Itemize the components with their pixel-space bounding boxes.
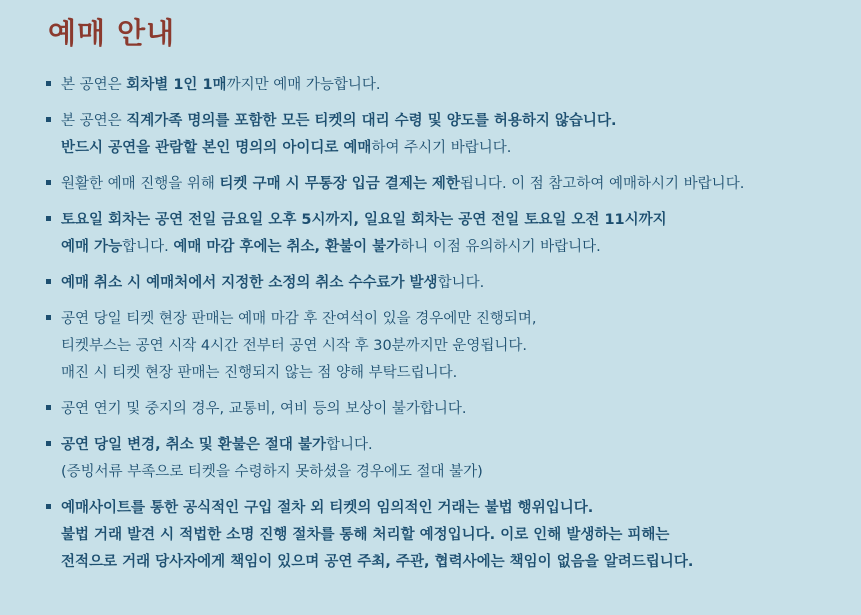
emphasis-text: 회차별 1인 1매 — [126, 77, 227, 93]
notice-line — [61, 270, 841, 297]
body-text: 티켓부스는 공연 시작 4시간 전부터 공연 시작 후 30분까지만 운영됩니다. — [61, 338, 527, 354]
notice-line — [61, 333, 841, 360]
notice-line — [61, 495, 841, 522]
body-text: 까지만 예매 가능합니다. — [226, 77, 381, 93]
body-text: 하여 주시기 바랍니다. — [371, 140, 512, 156]
notice-item — [46, 171, 841, 198]
notice-item — [46, 207, 841, 261]
notice-line — [61, 522, 841, 549]
body-text: 공연 연기 및 중지의 경우, 교통비, 여비 등의 보상이 불가합니다. — [61, 401, 467, 417]
emphasis-text: 예매 마감 후에는 취소, 환불이 불가 — [173, 239, 401, 255]
body-text: 하니 이점 유의하시기 바랍니다. — [400, 239, 601, 255]
notice-line — [61, 108, 841, 135]
notice-line — [61, 72, 841, 99]
notice-line — [61, 432, 841, 459]
notice-item — [46, 306, 841, 387]
notice-line — [61, 135, 841, 162]
notice-line — [61, 396, 841, 423]
body-text: 본 공연은 — [61, 113, 127, 129]
emphasis-text: 불법 거래 발견 시 적법한 소명 진행 절차를 통해 처리할 예정입니다. 이로 인해 발생하는 피해는 — [61, 527, 670, 543]
notice-line — [61, 459, 841, 486]
body-text: 됩니다. 이 점 참고하여 예매하시기 바랍니다. — [459, 176, 745, 192]
page-title: 예매 안내 — [48, 16, 176, 50]
notice-item — [46, 396, 841, 423]
notice-line — [61, 360, 841, 387]
body-text: 원활한 예매 진행을 위해 — [61, 176, 220, 192]
emphasis-text: 티켓 구매 시 무통장 입금 결제는 제한 — [219, 176, 460, 192]
notice-line — [61, 171, 841, 198]
body-text: (증빙서류 부족으로 티켓을 수령하지 못하셨을 경우에도 절대 불가) — [61, 464, 483, 480]
notice-line — [61, 234, 841, 261]
notice-list — [46, 72, 841, 576]
emphasis-text: 예매 취소 시 예매처에서 지정한 소정의 취소 수수료가 발생 — [61, 275, 438, 291]
body-text: 매진 시 티켓 현장 판매는 진행되지 않는 점 양해 부탁드립니다. — [61, 365, 458, 381]
emphasis-text: 반드시 공연을 관람할 본인 명의의 아이디로 예매 — [61, 140, 372, 156]
emphasis-text: 전적으로 거래 당사자에게 책임이 있으며 공연 주최, 주관, 협력사에는 책임이 없음을 알려드립니다. — [61, 554, 694, 570]
notice-line — [61, 207, 841, 234]
notice-item — [46, 270, 841, 297]
emphasis-text: 예매 가능 — [61, 239, 123, 255]
body-text: 공연 당일 티켓 현장 판매는 예매 마감 후 잔여석이 있을 경우에만 진행되며, — [61, 311, 537, 327]
notice-item — [46, 432, 841, 486]
notice-item — [46, 495, 841, 576]
notice-line — [61, 549, 841, 576]
body-text: 합니다. — [437, 275, 485, 291]
body-text: 합니다. — [122, 239, 174, 255]
notice-line — [61, 306, 841, 333]
emphasis-text: 직계가족 명의를 포함한 모든 티켓의 대리 수령 및 양도를 허용하지 않습니다. — [126, 113, 617, 129]
body-text: 합니다. — [325, 437, 373, 453]
emphasis-text: 공연 당일 변경, 취소 및 환불은 절대 불가 — [61, 437, 326, 453]
notice-item — [46, 108, 841, 162]
notice-item — [46, 72, 841, 99]
emphasis-text: 토요일 회차는 공연 전일 금요일 오후 5시까지, 일요일 회차는 공연 전일 토요일 오전 11시까지 — [61, 212, 667, 228]
body-text: 본 공연은 — [61, 77, 127, 93]
emphasis-text: 예매사이트를 통한 공식적인 구입 절차 외 티켓의 임의적인 거래는 불법 행위입니다. — [61, 500, 594, 516]
